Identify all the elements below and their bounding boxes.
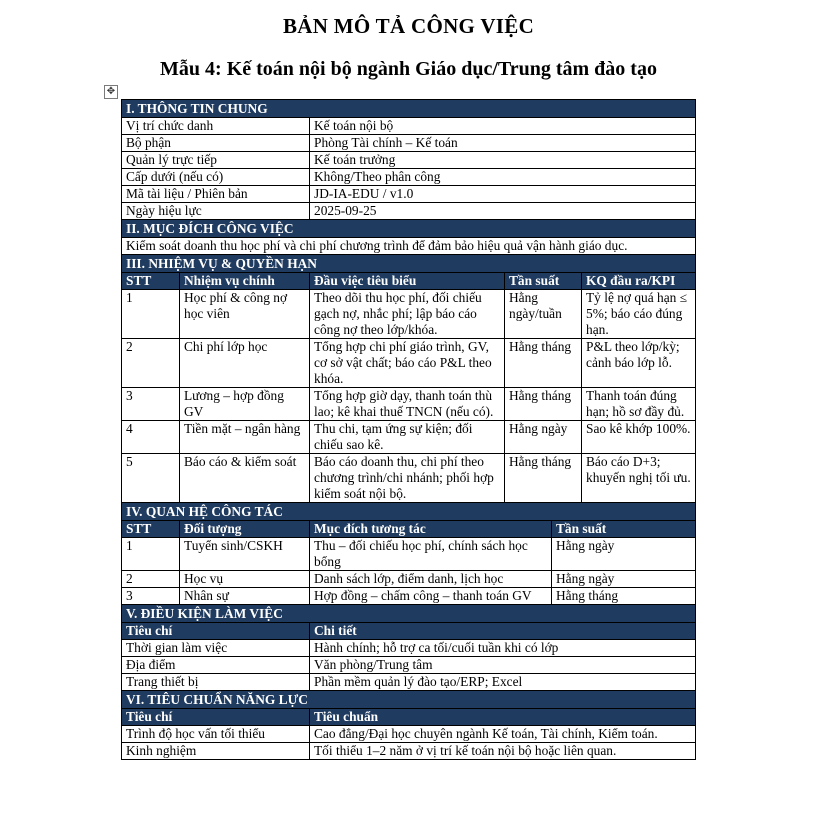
table-row: Cấp dưới (nếu có) Không/Theo phân công <box>122 169 696 186</box>
table-row: Mã tài liệu / Phiên bản JD-IA-EDU / v1.0 <box>122 186 696 203</box>
job-description-table <box>121 99 696 760</box>
table-row: Bộ phận Phòng Tài chính – Kế toán <box>122 135 696 152</box>
table-row: Quản lý trực tiếp Kế toán trưởng <box>122 152 696 169</box>
duties-column-headers: STT Nhiệm vụ chính Đầu việc tiêu biểu Tần suất KQ đầu ra/KPI <box>122 273 696 290</box>
section-duties-header: III. NHIỆM VỤ & QUYỀN HẠN <box>122 255 696 273</box>
section-conditions-header: V. ĐIỀU KIỆN LÀM VIỆC <box>122 605 696 623</box>
table-row: 3 Nhân sự Hợp đồng – chấm công – thanh toán GV Hằng tháng <box>122 588 696 605</box>
table-row: 5 Báo cáo & kiểm soát Báo cáo doanh thu, chi phí theo chương trình/chi nhánh; phối hợp kiểm soát nội bộ. Hằng tháng Báo cáo D+3; khuyến nghị tối ưu. <box>122 454 696 503</box>
table-move-handle-icon[interactable]: ✥ <box>104 85 118 99</box>
table-row: Kinh nghiệm Tối thiểu 1–2 năm ở vị trí kế toán nội bộ hoặc liên quan. <box>122 743 696 760</box>
table-row: 1 Tuyển sinh/CSKH Thu – đối chiếu học phí, chính sách học bổng Hằng ngày <box>122 538 696 571</box>
table-row: 2 Học vụ Danh sách lớp, điểm danh, lịch học Hằng ngày <box>122 571 696 588</box>
document-subtitle: Mẫu 4: Kế toán nội bộ ngành Giáo dục/Trung tâm đào tạo <box>160 58 657 80</box>
table-row: Ngày hiệu lực 2025-09-25 <box>122 203 696 220</box>
conditions-column-headers: Tiêu chí Chi tiết <box>122 623 696 640</box>
table-row: Vị trí chức danh Kế toán nội bộ <box>122 118 696 135</box>
section-relations-header: IV. QUAN HỆ CÔNG TÁC <box>122 503 696 521</box>
section-general-info-header: I. THÔNG TIN CHUNG <box>122 100 696 118</box>
table-row: Kiểm soát doanh thu học phí và chi phí chương trình để đảm bảo hiệu quả vận hành giáo dục. <box>122 238 696 255</box>
table-row: 1 Học phí & công nợ học viên Theo dõi thu học phí, đối chiếu gạch nợ, nhắc phí; lập báo cáo công nợ theo lớp/khóa. Hằng ngày/tuần Tỷ lệ nợ quá hạn ≤ 5%; báo cáo đúng hạn. <box>122 290 696 339</box>
competency-column-headers: Tiêu chí Tiêu chuẩn <box>122 709 696 726</box>
section-competency-header: VI. TIÊU CHUẨN NĂNG LỰC <box>122 691 696 709</box>
table-row: 3 Lương – hợp đồng GV Tổng hợp giờ dạy, thanh toán thù lao; kê khai thuế TNCN (nếu có). Hằng tháng Thanh toán đúng hạn; hồ sơ đầy đủ. <box>122 388 696 421</box>
table-row: 2 Chi phí lớp học Tổng hợp chi phí giáo trình, GV, cơ sở vật chất; báo cáo P&L theo khóa. Hằng tháng P&L theo lớp/kỳ; cảnh báo lớp lỗ. <box>122 339 696 388</box>
section-purpose-header: II. MỤC ĐÍCH CÔNG VIỆC <box>122 220 696 238</box>
table-row: Thời gian làm việc Hành chính; hỗ trợ ca tối/cuối tuần khi có lớp <box>122 640 696 657</box>
document-title: BẢN MÔ TẢ CÔNG VIỆC <box>282 14 535 38</box>
table-row: Trình độ học vấn tối thiểu Cao đẳng/Đại học chuyên ngành Kế toán, Tài chính, Kiểm toán. <box>122 726 696 743</box>
table-row: Trang thiết bị Phần mềm quản lý đào tạo/ERP; Excel <box>122 674 696 691</box>
table-row: 4 Tiền mặt – ngân hàng Thu chi, tạm ứng sự kiện; đối chiếu sao kê. Hằng ngày Sao kê khớp 100%. <box>122 421 696 454</box>
relations-column-headers: STT Đối tượng Mục đích tương tác Tần suất <box>122 521 696 538</box>
table-row: Địa điểm Văn phòng/Trung tâm <box>122 657 696 674</box>
